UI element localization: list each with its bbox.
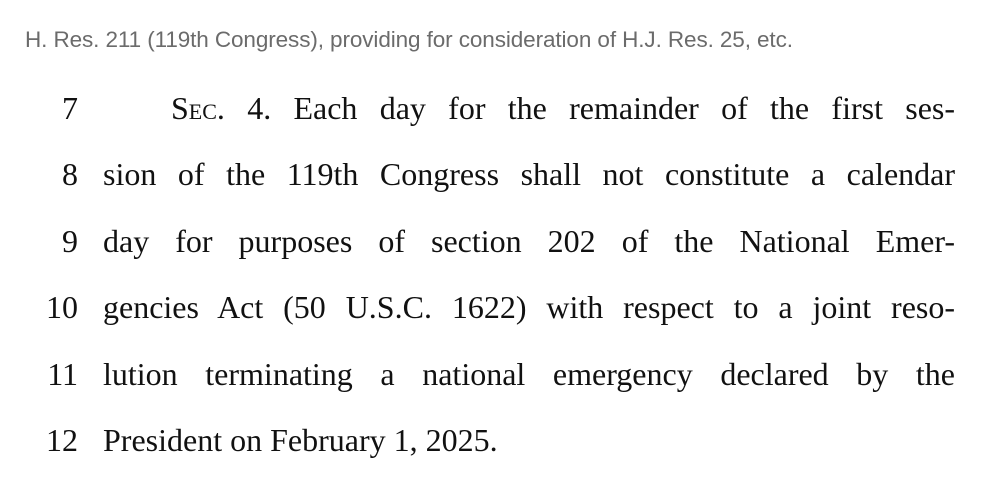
line-text: sion of the 119th Congress shall not constitute a calendar (103, 156, 955, 193)
line-text: lution terminating a national emergency declared by the (103, 355, 955, 392)
line-text-content: 4. Each day for the remainder of the first ses- (224, 90, 955, 126)
line-number: 10 (46, 289, 78, 326)
line-number: 8 (62, 156, 78, 193)
line-number: 12 (46, 421, 78, 458)
document-header: H. Res. 211 (119th Congress), providing for consideration of H.J. Res. 25, etc. (25, 27, 793, 52)
document-body (0, 80, 1000, 478)
text-line (0, 279, 1000, 345)
text-line (0, 412, 1000, 478)
line-text (171, 90, 955, 127)
text-line (0, 213, 1000, 279)
line-text: gencies Act (50 U.S.C. 1622) with respect to a joint reso- (103, 289, 955, 326)
text-line (0, 346, 1000, 412)
line-text: President on February 1, 2025. (103, 421, 498, 458)
line-number: 7 (62, 90, 78, 126)
line-number: 9 (62, 222, 78, 259)
line-number: 11 (47, 355, 78, 392)
text-line (0, 146, 1000, 212)
text-line (0, 80, 1000, 146)
line-text: day for purposes of section 202 of the National Emer- (103, 222, 955, 259)
section-label: Sec. (171, 90, 225, 126)
